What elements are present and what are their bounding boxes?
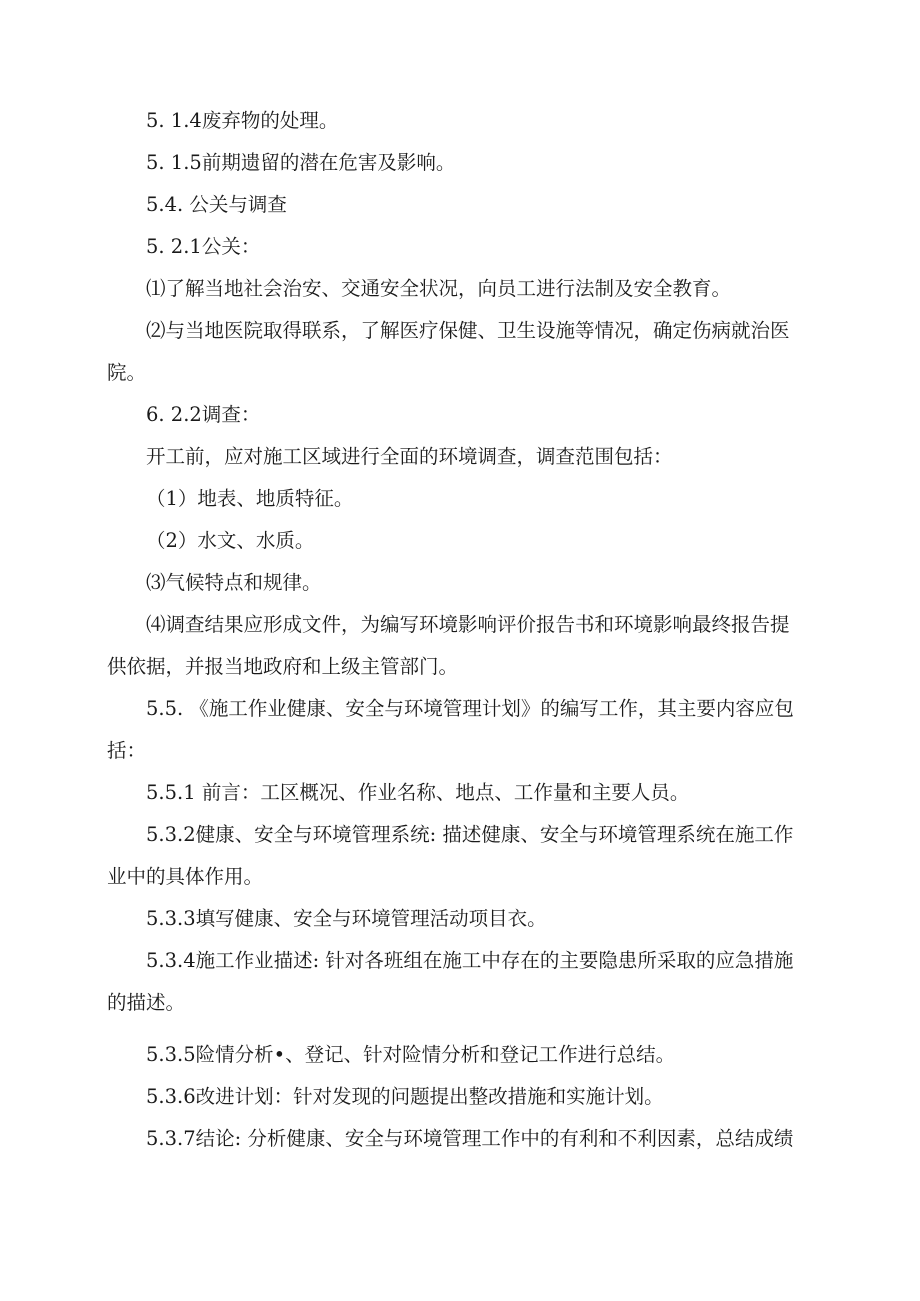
list-item-4-investigation-results	[107, 604, 790, 687]
list-item-1-surface-geology	[146, 478, 353, 520]
paragraph-5-5-1-preface	[146, 772, 689, 814]
paragraph-5-3-3-activity-table	[146, 898, 547, 940]
text-line: ⑶气候特点和规律。	[146, 571, 322, 594]
paragraph-5-3-2-hse-system	[107, 814, 794, 897]
text-line: ⑴了解当地社会治安、交通安全状况，向员工进行法制及安全教育。	[146, 277, 732, 300]
list-item-2-local-hospital	[107, 310, 790, 393]
paragraph-1-5-legacy-hazards	[146, 142, 455, 184]
text-line: （2）水文、水质。	[146, 529, 315, 552]
text-line: ⑷调查结果应形成文件，为编写环境影响评价报告书和环境影响最终报告提	[146, 613, 790, 636]
text-line: 5. 2.1公关：	[146, 235, 261, 258]
text-line: 5.3.4施工作业描述: 针对各班组在施工中存在的主要隐患所采取的应急措施	[146, 949, 794, 972]
text-line: 5.3.3填写健康、安全与环境管理活动项目衣。	[146, 907, 547, 930]
paragraph-5-3-6-improvement-plan	[146, 1076, 664, 1118]
paragraph-1-4-waste-disposal	[146, 100, 338, 142]
paragraph-2-1-public-relations	[146, 226, 260, 268]
text-line: 开工前，应对施工区域进行全面的环境调查，调查范围包括：	[146, 445, 673, 468]
paragraph-5-3-5-hazard-analysis	[146, 1034, 675, 1076]
text-line: 供依据，并报当地政府和上级主管部门。	[107, 654, 459, 678]
list-item-2-hydrology	[146, 520, 314, 562]
text-line: 5.4. 公关与调查	[146, 193, 287, 216]
paragraph-5-3-7-conclusion	[146, 1118, 793, 1160]
text-line: 业中的具体作用。	[107, 864, 264, 888]
paragraph-before-construction	[146, 436, 673, 478]
text-line: 5.5.1 前言：工区概况、作业名称、地点、工作量和主要人员。	[146, 781, 690, 804]
text-line: 5.3.5险情分析•、登记、针对险情分析和登记工作进行总结。	[146, 1043, 676, 1066]
section-heading-hse-plan	[107, 688, 794, 771]
text-line: 6. 2.2调查：	[146, 403, 261, 426]
text-line: ⑵与当地医院取得联系，了解医疗保健、卫生设施等情况，确定伤病就治医	[146, 319, 790, 342]
list-item-1-local-security	[146, 268, 731, 310]
text-line: （1）地表、地质特征。	[146, 487, 354, 510]
paragraph-5-3-4-operation-description	[107, 940, 794, 1023]
section-heading-public-relations	[146, 184, 287, 226]
text-line: 5.3.2健康、安全与环境管理系统: 描述健康、安全与环境管理系统在施工作	[146, 823, 794, 846]
text-line: 5.3.6改进计划：针对发现的问题提出整改措施和实施计划。	[146, 1085, 664, 1108]
text-line: 5. 1.4废弃物的处理。	[146, 109, 339, 132]
text-line: 5. 1.5前期遗留的潜在危害及影响。	[146, 151, 456, 174]
paragraph-2-2-investigation	[146, 394, 260, 436]
text-line: 5.3.7结论: 分析健康、安全与环境管理工作中的有利和不利因素，总结成绩	[146, 1127, 794, 1150]
text-line: 括：	[107, 738, 147, 762]
text-line: 院。	[107, 360, 147, 384]
text-line: 5.5. 《施工作业健康、安全与环境管理计划》的编写工作，其主要内容应包	[146, 697, 794, 720]
list-item-3-climate	[146, 562, 322, 604]
text-line: 的描述。	[107, 990, 186, 1014]
